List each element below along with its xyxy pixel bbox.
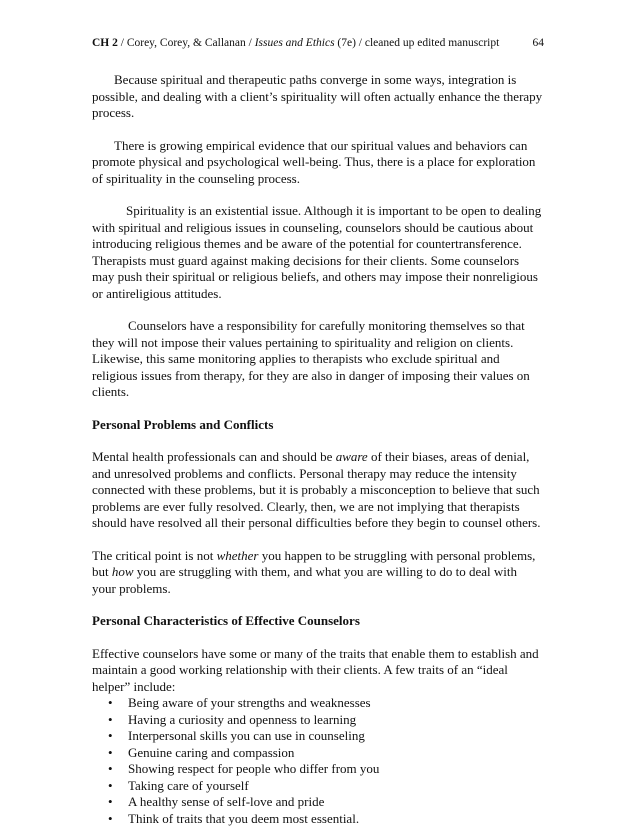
header-authors: / Corey, Corey, & Callanan / <box>118 37 255 49</box>
critical-text-1: The critical point is not <box>92 548 217 563</box>
heading-effective-counselors: Personal Characteristics of Effective Counselors <box>92 613 544 630</box>
paragraph-integration: Because spiritual and therapeutic paths converge in some ways, integration is possible, and dealing with a client’s spirituality will often actually enhance the therapy process. <box>92 72 544 122</box>
awareness-text-2: of their biases, areas of denial, and unresolved problems and conflicts. Personal therapy may reduce the intensity connected with these problems, but it is probably a misconception to believe that such problems are ever fully resolved. Clearly, then, we are not implying that therapists should have resolved all their personal difficulties before they begin to counsel others. <box>92 449 541 530</box>
awareness-emphasis: aware <box>336 449 368 464</box>
bullet-icon: • <box>108 794 113 811</box>
traits-list <box>92 695 544 827</box>
list-item <box>92 695 544 712</box>
bullet-icon: • <box>108 778 113 795</box>
running-header <box>92 36 544 50</box>
critical-text-2: you happen to be struggling with personal problems, but <box>92 548 535 580</box>
critical-emphasis-how: how <box>112 564 134 579</box>
bullet-icon: • <box>108 712 113 729</box>
paragraph-awareness <box>92 449 544 532</box>
trait-text: Showing respect for people who differ from you <box>128 761 379 776</box>
paragraph-monitoring: Counselors have a responsibility for carefully monitoring themselves so that they will not impose their values pertaining to spirituality and religion on clients. Likewise, this same monitoring applies to therapists who exclude spiritual and religious issues from therapy, for they are also in danger of imposing their values on clients. <box>92 318 544 401</box>
list-item <box>92 778 544 795</box>
header-book-title: Issues and Ethics <box>255 37 335 49</box>
paragraph-critical-point <box>92 548 544 598</box>
bullet-icon: • <box>108 728 113 745</box>
list-item <box>92 712 544 729</box>
list-item <box>92 811 544 827</box>
page-number: 64 <box>533 36 545 50</box>
bullet-icon: • <box>108 761 113 778</box>
trait-text: Taking care of yourself <box>128 778 249 793</box>
critical-emphasis-whether: whether <box>217 548 259 563</box>
paragraph-traits-intro: Effective counselors have some or many of the traits that enable them to establish and maintain a good working relationship with their clients. A few traits of an “ideal helper” include: <box>92 646 544 696</box>
paragraph-existential-issue: Spirituality is an existential issue. Although it is important to be open to dealing with spiritual and religious issues in counseling, counselors should be cautious about introducing religious themes and be aware of the potential for countertransference. Therapists must guard against making decisions for their clients. Some counselors may push their spiritual or religious beliefs, and others may impose their nonreligious or antireligious attitudes. <box>92 203 544 302</box>
bullet-icon: • <box>108 811 113 827</box>
trait-text: A healthy sense of self-love and pride <box>128 794 324 809</box>
trait-text: Interpersonal skills you can use in counseling <box>128 728 365 743</box>
bullet-icon: • <box>108 745 113 762</box>
list-item <box>92 728 544 745</box>
trait-text: Being aware of your strengths and weaknesses <box>128 695 371 710</box>
paragraph-empirical-evidence: There is growing empirical evidence that our spiritual values and behaviors can promote physical and psychological well-being. Thus, there is a place for exploration of spirituality in the counseling process. <box>92 138 544 188</box>
list-item <box>92 761 544 778</box>
body-text <box>92 72 544 827</box>
list-item <box>92 745 544 762</box>
header-edition-note: (7e) / cleaned up edited manuscript <box>335 37 500 49</box>
heading-personal-problems: Personal Problems and Conflicts <box>92 417 544 434</box>
bullet-icon: • <box>108 695 113 712</box>
trait-text: Having a curiosity and openness to learning <box>128 712 356 727</box>
trait-text: Think of traits that you deem most essential. <box>128 811 359 826</box>
awareness-text-1: Mental health professionals can and should be <box>92 449 336 464</box>
header-chapter: CH 2 <box>92 37 118 49</box>
critical-text-3: you are struggling with them, and what you are willing to do to deal with your problems. <box>92 564 517 596</box>
trait-text: Genuine caring and compassion <box>128 745 294 760</box>
list-item <box>92 794 544 811</box>
